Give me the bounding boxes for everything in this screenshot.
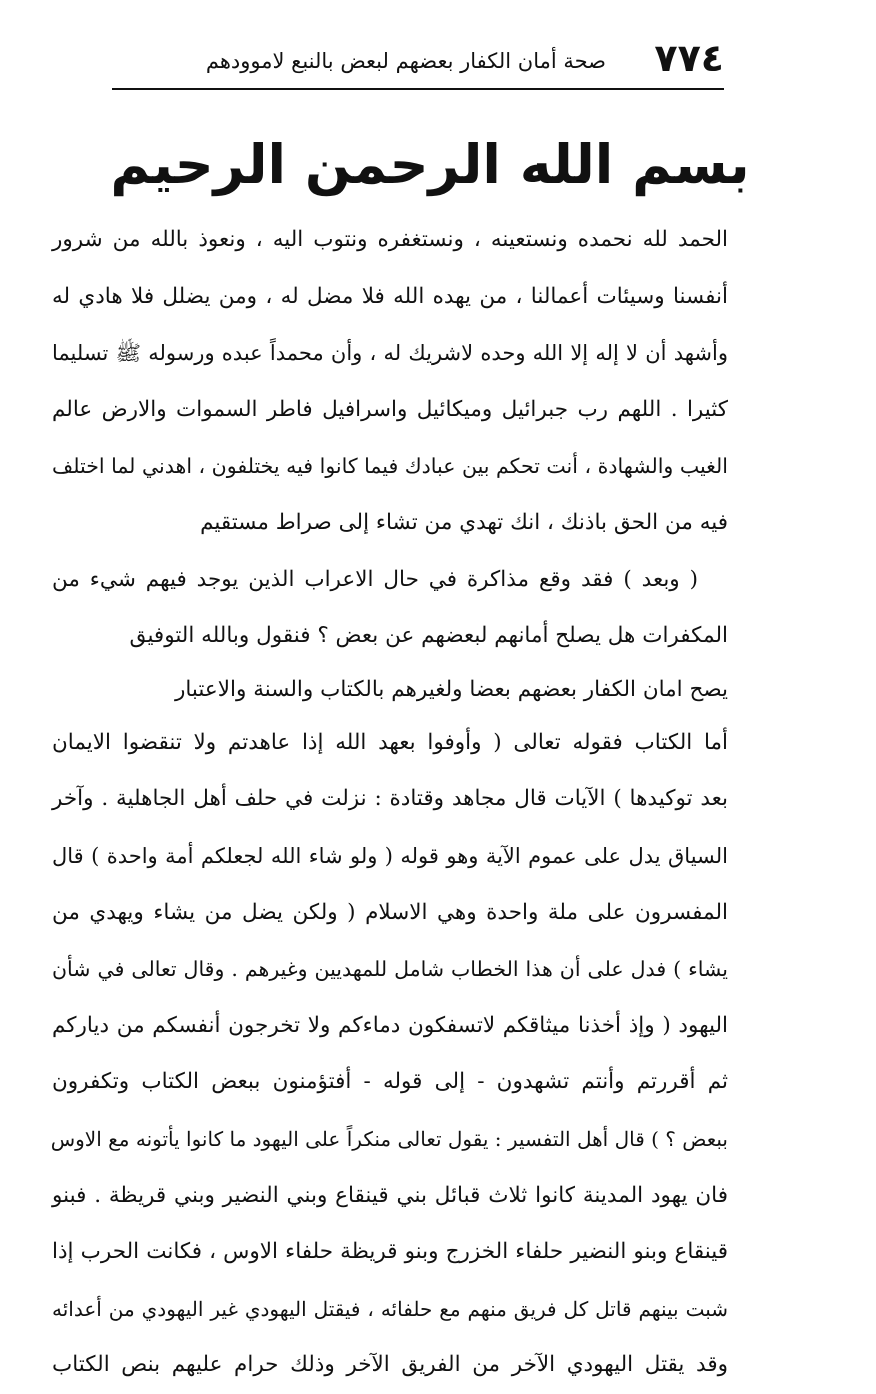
text-line: السياق يدل على عموم الآية وهو قوله ( ولو شاء الله لجعلكم أمة واحدة ) قال bbox=[52, 843, 728, 868]
basmala-heading: بسم الله الرحمن الرحيم bbox=[110, 133, 750, 196]
text-line: الغيب والشهادة ، أنت تحكم بين عبادك فيما كانوا فيه يختلفون ، اهدني لما اختلف bbox=[52, 454, 728, 479]
text-line: فيه من الحق باذنك ، انك تهدي من تشاء إلى صراط مستقيم bbox=[200, 509, 728, 535]
header-rule bbox=[112, 88, 724, 90]
text-line: الحمد لله نحمده ونستعينه ، ونستغفره ونتوب اليه ، ونعوذ بالله من شرور bbox=[52, 227, 728, 252]
text-line: اليهود ( وإذ أخذنا ميثاقكم لاتسفكون دماءكم ولا تخرجون أنفسكم من دياركم bbox=[52, 1012, 728, 1038]
section-heading-line: يصح امان الكفار بعضهم بعضا ولغيرهم بالكتاب والسنة والاعتبار bbox=[175, 676, 728, 702]
running-title: صحة أمان الكفار بعضهم لبعض بالنبع لاموودهم bbox=[205, 49, 606, 73]
text-line: فان يهود المدينة كانوا ثلاث قبائل بني قينقاع وبني النضير وبني قريظة . فبنو bbox=[52, 1182, 728, 1208]
text-line: شبت بينهم قاتل كل فريق منهم مع حلفائه ، فيقتل اليهودي غير اليهودي من أعدائه bbox=[52, 1296, 728, 1321]
text-line: ( وبعد ) فقد وقع مذاكرة في حال الاعراب الذين يوجد فيهم شيء من bbox=[52, 566, 698, 592]
text-line: وأشهد أن لا إله إلا الله وحده لاشريك له ، وأن محمداً عبده ورسوله ﷺ تسليما bbox=[52, 341, 728, 366]
text-line: كثيرا . اللهم رب جبرائيل وميكائيل واسرافيل فاطر السموات والارض عالم bbox=[52, 396, 728, 422]
page-header bbox=[112, 34, 724, 90]
body-text bbox=[52, 212, 728, 1394]
text-line: المفسرون على ملة واحدة وهي الاسلام ( ولكن يضل من يشاء ويهدي من bbox=[52, 899, 728, 925]
text-line: أنفسنا وسيئات أعمالنا ، من يهده الله فلا مضل له ، ومن يضلل فلا هادي له bbox=[52, 283, 728, 309]
text-line: بعد توكيدها ) الآيات قال مجاهد وقتادة : نزلت في حلف أهل الجاهلية . وآخر bbox=[52, 786, 728, 812]
text-line: ببعض ؟ ) قال أهل التفسير : يقول تعالى منكراً على اليهود ما كانوا يأتونه مع الاوس bbox=[50, 1126, 728, 1151]
text-line: أما الكتاب فقوله تعالى ( وأوفوا بعهد الله إذا عاهدتم ولا تنقضوا الايمان bbox=[52, 729, 728, 755]
text-line: ثم أقررتم وأنتم تشهدون - إلى قوله - أفتؤمنون ببعض الكتاب وتكفرون bbox=[52, 1069, 728, 1095]
text-line: يشاء ) فدل على أن هذا الخطاب شامل للمهديين وغيرهم . وقال تعالى في شأن bbox=[52, 957, 728, 982]
text-line: المكفرات هل يصلح أمانهم لبعضهم عن بعض ؟ فنقول وبالله التوفيق bbox=[129, 623, 728, 649]
text-line: وقد يقتل اليهودي الآخر من الفريق الآخر وذلك حرام عليهم بنص الكتاب bbox=[52, 1352, 728, 1378]
text-line: قينقاع وبنو النضير حلفاء الخزرج وبنو قريظة حلفاء الاوس ، فكانت الحرب إذا bbox=[52, 1239, 728, 1265]
page-number: ٧٧٤ bbox=[654, 36, 724, 80]
